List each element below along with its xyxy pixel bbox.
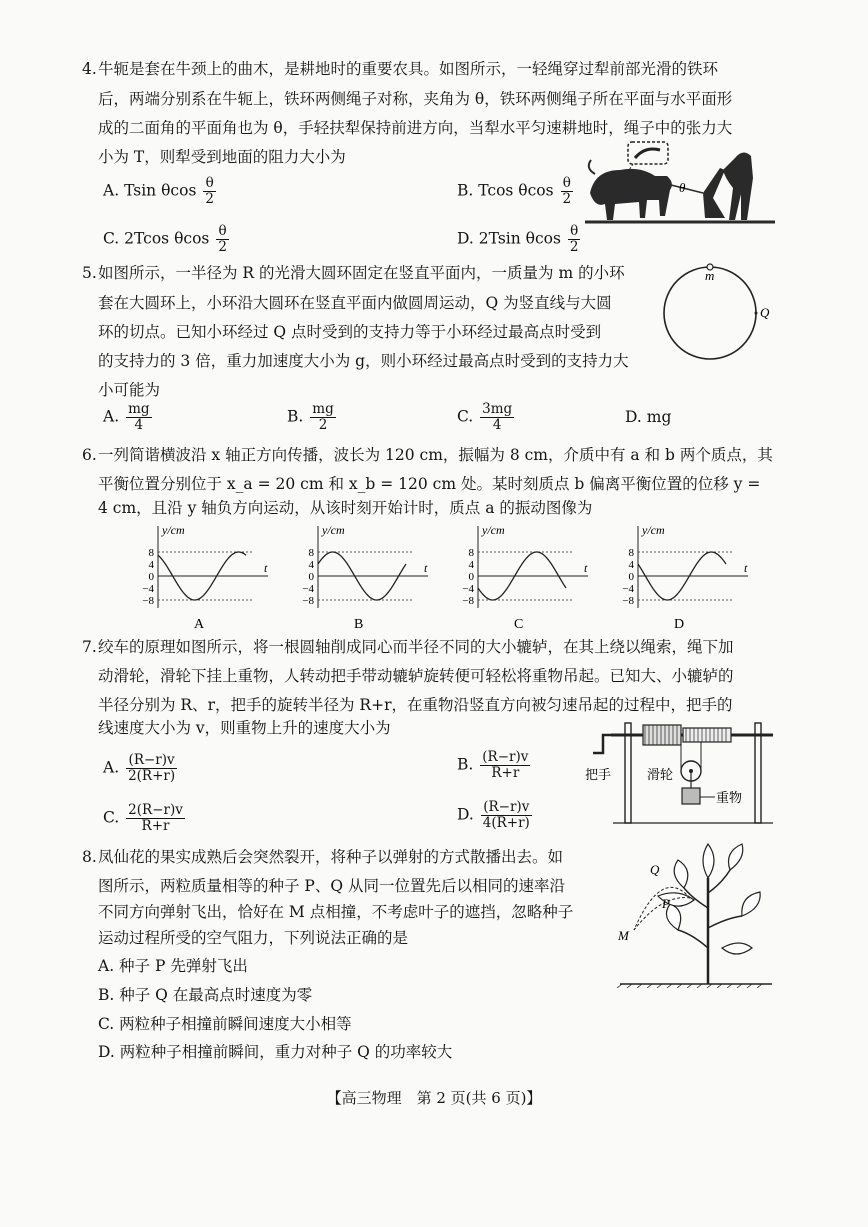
q5-option-d: D. mg xyxy=(625,408,672,426)
leaf xyxy=(674,860,688,888)
t-axis-label: t xyxy=(424,561,428,575)
y-axis-label: y/cm xyxy=(482,523,505,537)
tick-label: 0 xyxy=(148,571,154,583)
tick-label: −8 xyxy=(142,595,154,607)
handle-label: 把手 xyxy=(585,768,612,783)
q4-option-c: C. 2Tcos θcos $\frac{\theta}{2}$ xyxy=(103,223,227,255)
tick-label: 4 xyxy=(148,559,154,571)
tick-label: 8 xyxy=(148,547,154,559)
q7-line: 半径分别为 R、r，把手的旋转半径为 R+r，在重物沿竖直方向被匀速吊起的过程中，把手的 xyxy=(98,696,733,714)
handle xyxy=(593,735,611,753)
q5-line: 的支持力的 3 倍，重力加速度大小为 g，则小环经过最高点时受到的支持力大 xyxy=(98,352,629,370)
t-axis-label: t xyxy=(264,561,268,575)
q4-option-d: D. 2Tsin θcos $\frac{\theta}{2}$ xyxy=(457,223,579,255)
ring-figure xyxy=(660,258,780,368)
graph-caption: B xyxy=(354,617,364,632)
q5-line: 小可能为 xyxy=(98,381,161,399)
graph-B xyxy=(302,523,428,632)
q8-line: 运动过程所受的空气阻力，下列说法正确的是 xyxy=(98,929,409,947)
q5-number: 5. xyxy=(82,264,97,282)
tick-label: −8 xyxy=(302,595,314,607)
graph-D xyxy=(622,523,748,632)
leaf xyxy=(729,844,743,870)
m-label: m xyxy=(705,268,715,283)
q5-line: 环的切点。已知小环经过 Q 点时受到的支持力等于小环经过最高点时受到 xyxy=(98,323,602,341)
t-axis-label: t xyxy=(584,561,588,575)
tick-label: 4 xyxy=(468,559,474,571)
q-label: Q xyxy=(650,862,660,877)
q4-line: 成的二面角的平面角也为 θ，手轻扶犁保持前进方向，当犁水平匀速耕地时，绳子中的张力大 xyxy=(98,119,733,137)
tick-label: −8 xyxy=(622,595,634,607)
q5-line: 如图所示，一半径为 R 的光滑大圆环固定在竖直平面内，一质量为 m 的小环 xyxy=(98,264,625,282)
q7-option-d: D. $\frac{(R-r)v}{4(R+r)}$ xyxy=(457,799,530,831)
q4-line: 小为 T，则犁受到地面的阻力大小为 xyxy=(98,148,346,166)
tick-label: 4 xyxy=(628,559,634,571)
q7-option-a: A. $\frac{(R-r)v}{2(R+r)}$ xyxy=(103,752,176,784)
q8-option-b: B. 种子 Q 在最高点时速度为零 xyxy=(98,986,313,1004)
q7-line: 绞车的原理如图所示，将一根圆轴削成同心而半径不同的大小辘轳，在其上绕以绳索，绳下加 xyxy=(98,638,734,656)
q8-line: 不同方向弹射飞出，恰好在 M 点相撞，不考虑叶子的遮挡，忽略种子 xyxy=(98,903,574,921)
tick-label: −4 xyxy=(142,583,154,595)
tick-label: 8 xyxy=(628,547,634,559)
graph-C xyxy=(462,523,588,632)
q7-number: 7. xyxy=(82,638,97,656)
tick-label: 0 xyxy=(628,571,634,583)
m-label: M xyxy=(618,928,629,943)
tick-label: −4 xyxy=(622,583,634,595)
winch-figure xyxy=(583,713,783,833)
vibration-graphs xyxy=(120,520,760,632)
tick-label: −4 xyxy=(302,583,314,595)
tick-label: 8 xyxy=(308,547,314,559)
tick-label: 0 xyxy=(308,571,314,583)
tick-label: −4 xyxy=(462,583,474,595)
q5-option-a: A. $\frac{mg}{4}$ xyxy=(103,401,150,433)
q4-option-a: A. Tsin θcos $\frac{\theta}{2}$ xyxy=(103,175,214,207)
weight-label: 重物 xyxy=(716,791,743,806)
q7-option-c: C. $\frac{2(R-r)v}{R+r}$ xyxy=(103,802,183,834)
q8-number: 8. xyxy=(82,848,97,866)
q5-option-b: B. $\frac{mg}{2}$ xyxy=(287,401,334,433)
pulley-label: 滑轮 xyxy=(647,768,674,783)
tick-label: 0 xyxy=(468,571,474,583)
p-label: P xyxy=(662,896,670,911)
ox-plough-figure xyxy=(585,138,775,230)
q8-line: 图所示，两粒质量相等的种子 P、Q 从同一位置先后以相同的速率沿 xyxy=(98,877,565,895)
q7-line: 线速度大小为 v，则重物上升的速度大小为 xyxy=(98,719,391,737)
graph-A xyxy=(142,523,268,632)
tick-label: 8 xyxy=(468,547,474,559)
q5-line: 套在大圆环上，小环沿大圆环在竖直平面内做圆周运动，Q 为竖直线与大圆 xyxy=(98,294,612,312)
page-footer: 【高三物理 第 2 页(共 6 页)】 xyxy=(326,1089,542,1107)
plant-figure xyxy=(612,838,782,988)
q4-option-b: B. Tcos θcos $\frac{\theta}{2}$ xyxy=(457,175,572,207)
graph-caption: A xyxy=(194,617,205,632)
graph-caption: C xyxy=(514,617,524,632)
q7-option-b: B. $\frac{(R-r)v}{R+r}$ xyxy=(457,749,529,781)
q6-line: 平衡位置分别位于 x_a = 20 cm 和 x_b = 120 cm 处。某时刻质点 b 偏离平衡位置的位移 y = xyxy=(98,475,761,493)
q6-line: 4 cm，且沿 y 轴负方向运动，从该时刻开始计时，质点 a 的振动图像为 xyxy=(98,499,593,517)
tick-label: 4 xyxy=(308,559,314,571)
leaf xyxy=(742,892,760,916)
q5-option-c: C. $\frac{3mg}{4}$ xyxy=(457,401,513,433)
theta-label: θ xyxy=(679,180,686,195)
q4-number: 4. xyxy=(82,60,97,78)
yoke-inset-icon xyxy=(635,149,660,158)
q8-line: 凤仙花的果实成熟后会突然裂开，将种子以弹射的方式散播出去。如 xyxy=(98,848,564,866)
weight-block xyxy=(682,788,700,804)
t-axis-label: t xyxy=(744,561,748,575)
leaf xyxy=(722,943,752,954)
tick-label: −8 xyxy=(462,595,474,607)
y-axis-label: y/cm xyxy=(642,523,665,537)
q6-line: 一列简谐横波沿 x 轴正方向传播，波长为 120 cm，振幅为 8 cm，介质中有 a 和 b 两个质点，其 xyxy=(98,446,773,464)
yoke-inset-box xyxy=(628,142,668,164)
farmer-silhouette xyxy=(723,152,753,220)
graph-caption: D xyxy=(674,617,685,632)
y-axis-label: y/cm xyxy=(322,523,345,537)
q4-line: 后，两端分别系在牛轭上，铁环两侧绳子对称，夹角为 θ，铁环两侧绳子所在平面与水平面形 xyxy=(98,90,733,108)
q6-number: 6. xyxy=(82,446,97,464)
plough-silhouette xyxy=(703,168,725,218)
q8-option-d: D. 两粒种子相撞前瞬间，重力对种子 Q 的功率较大 xyxy=(98,1043,453,1061)
leaf xyxy=(703,844,714,878)
q8-option-c: C. 两粒种子相撞前瞬间速度大小相等 xyxy=(98,1015,352,1033)
q-label: Q xyxy=(760,305,770,320)
q4-line: 牛轭是套在牛颈上的曲木，是耕地时的重要农具。如图所示，一轻绳穿过犁前部光滑的铁环 xyxy=(98,60,719,78)
q8-option-a: A. 种子 P 先弹射飞出 xyxy=(98,957,248,975)
y-axis-label: y/cm xyxy=(162,523,185,537)
q7-line: 动滑轮，滑轮下挂上重物，人转动把手带动辘轳旋转便可轻松将重物吊起。已知大、小辘轳的 xyxy=(98,667,734,685)
ox-silhouette xyxy=(590,169,672,220)
